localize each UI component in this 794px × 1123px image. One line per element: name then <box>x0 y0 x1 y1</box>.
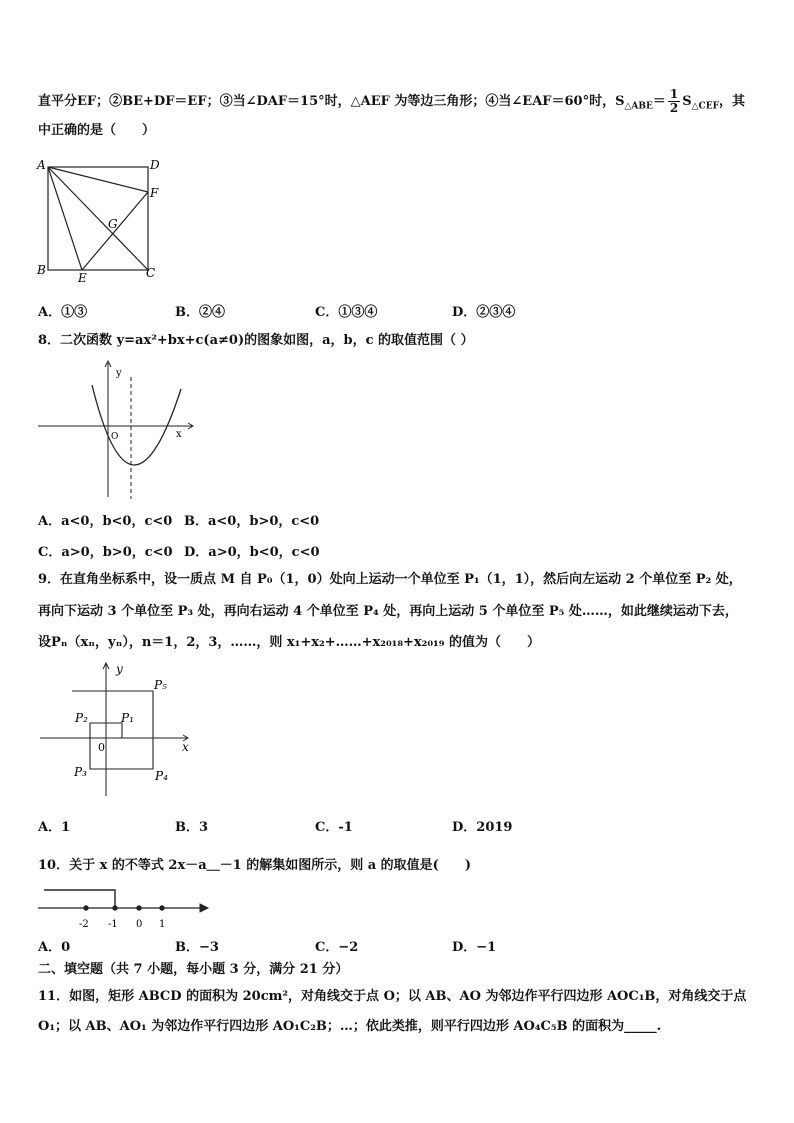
label-neg1: -1 <box>108 919 118 930</box>
solution-ray <box>44 890 115 908</box>
q10-stem: 10．关于 x 的不等式 2x－a＿－1 的解集如图所示，则 a 的取值是( ) <box>38 858 471 873</box>
label-f: F <box>150 186 159 200</box>
label-p5: P₅ <box>154 678 167 692</box>
segment-af <box>48 167 148 192</box>
q10-option-d[interactable]: D．−1 <box>452 940 497 955</box>
label-y: y <box>116 368 122 379</box>
tick-0 <box>137 906 141 910</box>
q7-option-d[interactable]: D．②③④ <box>452 305 516 320</box>
q8-option-b[interactable]: B．a<0，b>0，c<0 <box>184 514 320 529</box>
label-x: x <box>176 429 182 440</box>
q7-line1-sub2: △CEF <box>691 101 719 112</box>
q11-line2: O₁；以 AB、AO₁ 为邻边作平行四边形 AO₁C₂B；…；依此类推，则平行四边形 AO₄C₅B 的面积为_____. <box>38 1019 662 1034</box>
segment-ae <box>48 167 82 270</box>
q8-option-c[interactable]: C．a>0，b>0，c<0 <box>38 545 173 560</box>
fraction-numerator: 1 <box>669 87 679 101</box>
q7-line2: 中正确的是（ ） <box>38 123 156 138</box>
label-origin: 0 <box>98 741 105 754</box>
q7-line1-sub1: △ABE <box>624 101 653 112</box>
q7-option-a[interactable]: A．①③ <box>38 305 88 320</box>
q7-option-c[interactable]: C．①③④ <box>315 305 378 320</box>
q9-option-a[interactable]: A．1 <box>38 820 71 835</box>
q9-line1: 9．在直角坐标系中，设一质点 M 自 P₀（1，0）处向上运动一个单位至 P₁（1，1），然后向左运动 2 个单位至 P₂ 处， <box>38 572 742 587</box>
label-a: A <box>37 158 46 172</box>
q9-line2: 再向下运动 3 个单位至 P₃ 处，再向右运动 4 个单位至 P₄ 处，再向上运动 5 个单位至 P₅ 处……，如此继续运动下去， <box>38 604 738 619</box>
q8-parabola-figure <box>36 357 196 500</box>
q7-line1-part1: 直平分EF；②BE+DF＝EF；③当∠DAF＝15°时，△AEF 为等边三角形；④当∠EAF＝60°时，S <box>38 94 625 109</box>
q10-option-a[interactable]: A．0 <box>38 940 71 955</box>
diagonal-ac <box>48 167 148 270</box>
q7-line1-end: ，其 <box>718 94 745 109</box>
tick-1 <box>160 906 164 910</box>
q7-square-figure <box>34 155 169 285</box>
q7-line1 <box>38 88 745 116</box>
label-e: E <box>78 271 87 285</box>
label-d: D <box>150 158 160 172</box>
label-p1: P₁ <box>121 711 134 725</box>
q9-option-c[interactable]: C．-1 <box>315 820 353 835</box>
label-p3: P₃ <box>74 765 87 779</box>
q9-option-d[interactable]: D．2019 <box>452 820 513 835</box>
fraction-one-half <box>668 88 680 115</box>
label-x: x <box>182 740 189 754</box>
q7-line1-s2: S <box>682 94 692 109</box>
label-p2: P₂ <box>75 711 88 725</box>
q8-option-d[interactable]: D．a>0，b<0，c<0 <box>184 545 320 560</box>
section2-title: 二、填空题（共 7 小题，每小题 3 分，满分 21 分） <box>38 962 349 977</box>
label-c: C <box>146 266 156 280</box>
parabola-curve <box>92 385 181 465</box>
label-b: B <box>37 263 46 277</box>
q9-option-b[interactable]: B．3 <box>175 820 209 835</box>
q11-line1: 11．如图，矩形 ABCD 的面积为 20cm²，对角线交于点 O；以 AB、AO 为邻边作平行四边形 AOC₁B，对角线交于点 <box>38 989 747 1004</box>
segment-ef <box>82 192 148 270</box>
q8-stem: 8．二次函数 y=ax²+bx+c(a≠0)的图象如图，a，b，c 的取值范围（ ） <box>38 333 474 348</box>
label-origin: O <box>111 432 119 442</box>
number-line-arrow <box>200 904 208 912</box>
label-neg2: -2 <box>79 919 89 930</box>
label-g: G <box>108 217 118 231</box>
q7-option-b[interactable]: B．②④ <box>175 305 225 320</box>
q7-line1-eq: ＝ <box>652 94 666 109</box>
label-1: 1 <box>159 919 166 930</box>
q9-spiral-figure <box>36 658 196 800</box>
tick-neg1 <box>113 906 117 910</box>
label-y: y <box>116 662 123 676</box>
spiral-path <box>72 691 153 769</box>
fraction-denominator: 2 <box>669 101 679 115</box>
q10-option-b[interactable]: B．−3 <box>175 940 219 955</box>
tick-neg2 <box>84 906 88 910</box>
q10-option-c[interactable]: C．−2 <box>315 940 359 955</box>
q10-number-line <box>36 884 211 932</box>
label-p4: P₄ <box>155 769 168 783</box>
q9-line3: 设Pₙ（xₙ，yₙ），n＝1，2，3，……，则 x₁+x₂+……+x₂₀₁₈+x₂₀₁₉ 的值为（ ） <box>38 635 540 650</box>
q8-option-a[interactable]: A．a<0，b<0，c<0 <box>38 514 173 529</box>
label-0: 0 <box>136 919 143 930</box>
